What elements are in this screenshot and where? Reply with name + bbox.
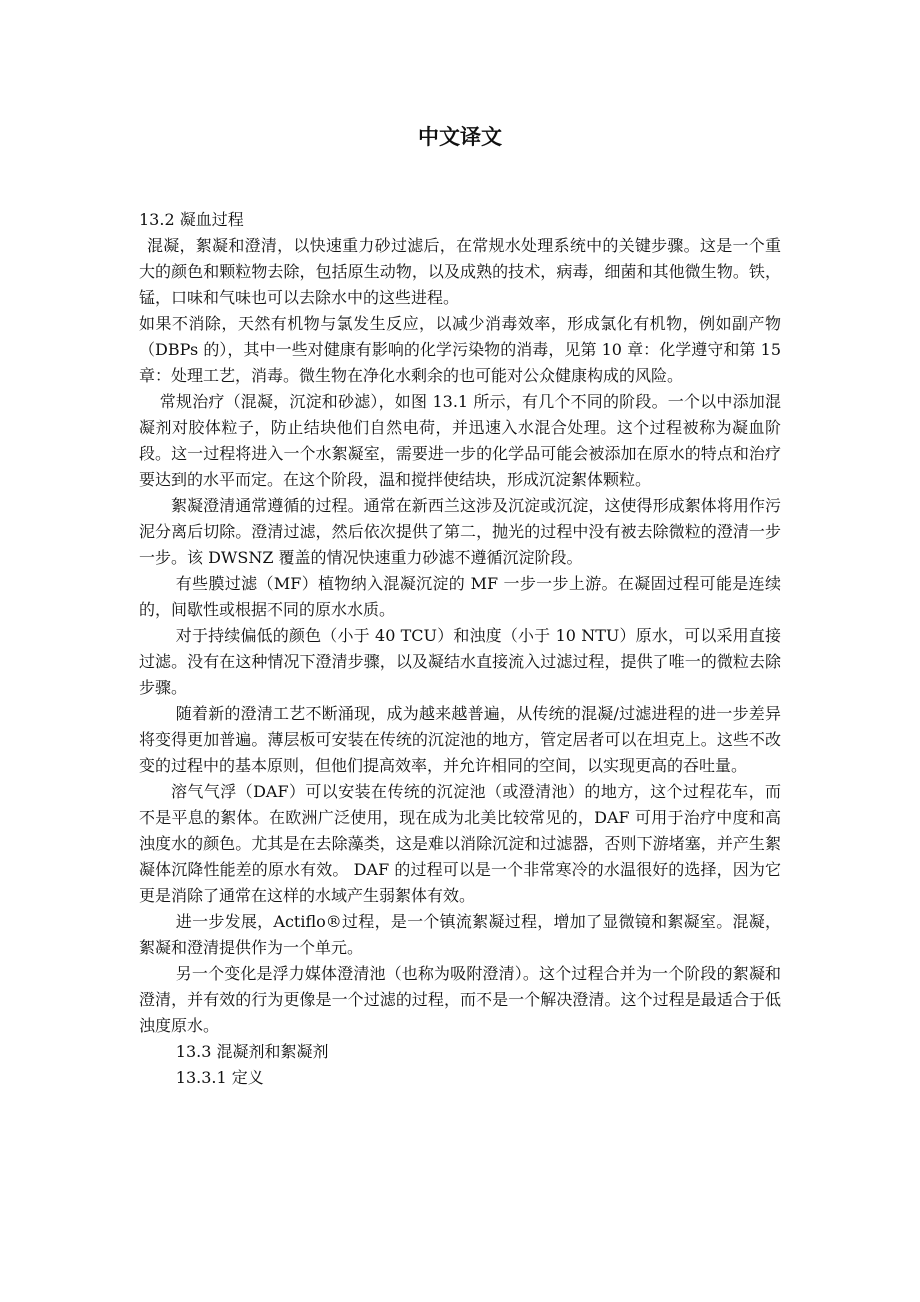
paragraph: 有些膜过滤（MF）植物纳入混凝沉淀的 MF 一步一步上游。在凝固过程可能是连续的，间歇性或根据不同的原水水质。 [139,574,781,619]
paragraph: 混凝，絮凝和澄清，以快速重力砂过滤后，在常规水处理系统中的关键步骤。这是一个重大的颜色和颗粒物去除，包括原生动物，以及成熟的技术，病毒，细菌和其他微生物。铁，锰，口味和气味也可以去除水中的这些进程。 [139,236,781,307]
document-body [139,207,781,1091]
document-title: 中文译文 [418,125,502,149]
section-heading: 13.2 凝血过程 [139,210,244,229]
paragraph: 另一个变化是浮力媒体澄清池（也称为吸附澄清）。这个过程合并为一个阶段的絮凝和澄清，并有效的行为更像是一个过滤的过程，而不是一个解决澄清。这个过程是最适合于低浊度原水。 [139,964,781,1035]
paragraph: 如果不消除，天然有机物与氯发生反应，以减少消毒效率，形成氯化有机物，例如副产物（DBPs 的），其中一些对健康有影响的化学污染物的消毒，见第 10 章：化学遵守和第 15 章：处理工艺，消毒。微生物在净化水剩余的也可能对公众健康构成的风险。 [139,314,781,385]
subsection-heading: 13.3.1 定义 [175,1068,264,1087]
paragraph: 进一步发展，Actiflo®过程，是一个镇流絮凝过程，增加了显微镜和絮凝室。混凝，絮凝和澄清提供作为一个单元。 [139,912,781,957]
paragraph: 随着新的澄清工艺不断涌现，成为越来越普遍，从传统的混凝/过滤进程的进一步差异将变得更加普遍。薄层板可安装在传统的沉淀池的地方，管定居者可以在坦克上。这些不改变的过程中的基本原则，但他们提高效率，并允许相同的空间，以实现更高的吞吐量。 [139,704,781,775]
paragraph: 溶气气浮（DAF）可以安装在传统的沉淀池（或澄清池）的地方，这个过程花车，而不是平息的絮体。在欧洲广泛使用，现在成为北美比较常见的，DAF 可用于治疗中度和高浊度水的颜色。尤其是在去除藻类，这是难以消除沉淀和过滤器，否则下游堵塞，并产生絮凝体沉降性能差的原水有效。 DAF 的过程可以是一个非常寒冷的水温很好的选择，因为它更是消除了通常在这样的水域产生弱絮体有效。 [139,782,781,905]
paragraph: 常规治疗（混凝，沉淀和砂滤），如图 13.1 所示，有几个不同的阶段。一个以中添加混凝剂对胶体粒子，防止结块他们自然电荷，并迅速入水混合处理。这个过程被称为凝血阶段。这一过程将进入一个水絮凝室，需要进一步的化学品可能会被添加在原水的特点和治疗要达到的水平而定。在这个阶段，温和搅拌使结块，形成沉淀絮体颗粒。 [139,392,781,489]
paragraph: 絮凝澄清通常遵循的过程。通常在新西兰这涉及沉淀或沉淀，这使得形成絮体将用作污泥分离后切除。澄清过滤，然后依次提供了第二，抛光的过程中没有被去除微粒的澄清一步一步。该 DWSNZ 覆盖的情况快速重力砂滤不遵循沉淀阶段。 [139,496,781,567]
paragraph: 对于持续偏低的颜色（小于 40 TCU）和浊度（小于 10 NTU）原水，可以采用直接过滤。没有在这种情况下澄清步骤，以及凝结水直接流入过滤过程，提供了唯一的微粒去除步骤。 [139,626,781,697]
subsection-heading: 13.3 混凝剂和絮凝剂 [175,1042,329,1061]
